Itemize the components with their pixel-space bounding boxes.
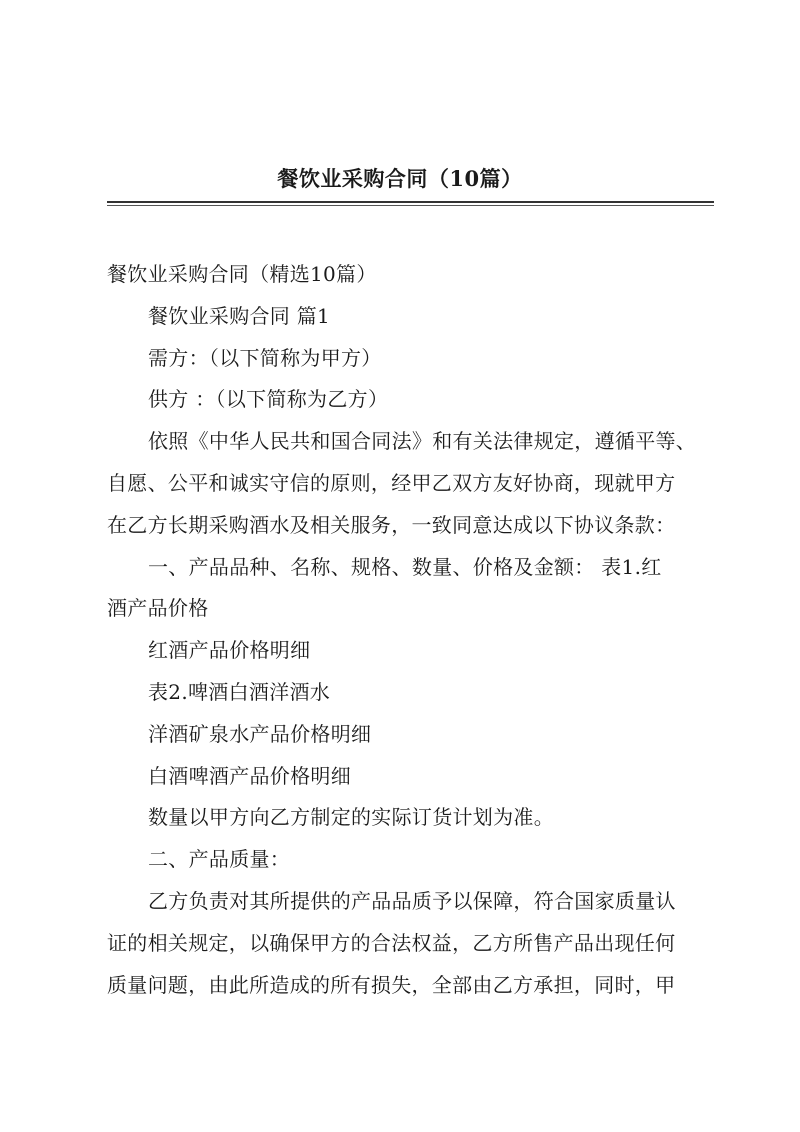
- paragraph-line: 证的相关规定，以确保甲方的合法权益，乙方所售产品出现任何: [107, 930, 676, 955]
- paragraph-line: 酒产品价格: [107, 596, 209, 621]
- paragraph-line: 红酒产品价格明细: [148, 638, 311, 663]
- paragraph-line: 白酒啤酒产品价格明细: [148, 763, 351, 788]
- paragraph-line: 餐饮业采购合同 篇1: [148, 303, 331, 328]
- title-rule-thin: [107, 205, 714, 206]
- paragraph-line: 在乙方长期采购酒水及相关服务，一致同意达成以下协议条款：: [107, 512, 676, 537]
- document-title: 餐饮业采购合同（10篇）: [277, 166, 523, 191]
- paragraph-line: 数量以甲方向乙方制定的实际订货计划为准。: [148, 805, 554, 830]
- paragraph-line: 乙方负责对其所提供的产品品质予以保障，符合国家质量认: [148, 888, 676, 913]
- document-body: [107, 254, 717, 1006]
- paragraph-line: 餐饮业采购合同（精选10篇）: [107, 262, 377, 286]
- paragraph-line: 需方：（以下简称为甲方）: [148, 345, 382, 370]
- paragraph-line: 自愿、公平和诚实守信的原则，经甲乙双方友好协商，现就甲方: [107, 470, 676, 495]
- title-rule-thick: [107, 201, 714, 203]
- paragraph-line: 洋酒矿泉水产品价格明细: [148, 721, 372, 746]
- paragraph-line: 一、产品品种、名称、规格、数量、价格及金额： 表1.红: [148, 554, 662, 579]
- paragraph-line: 供方 ：（以下简称为乙方）: [148, 387, 389, 412]
- paragraph-line: 二、产品质量：: [148, 847, 291, 872]
- paragraph-line: 质量问题，由此所造成的所有损失，全部由乙方承担，同时，甲: [107, 972, 676, 997]
- paragraph-line: 表2.啤酒白酒洋酒水: [148, 679, 331, 704]
- paragraph-line: 依照《中华人民共和国合同法》和有关法律规定，遵循平等、: [148, 429, 697, 454]
